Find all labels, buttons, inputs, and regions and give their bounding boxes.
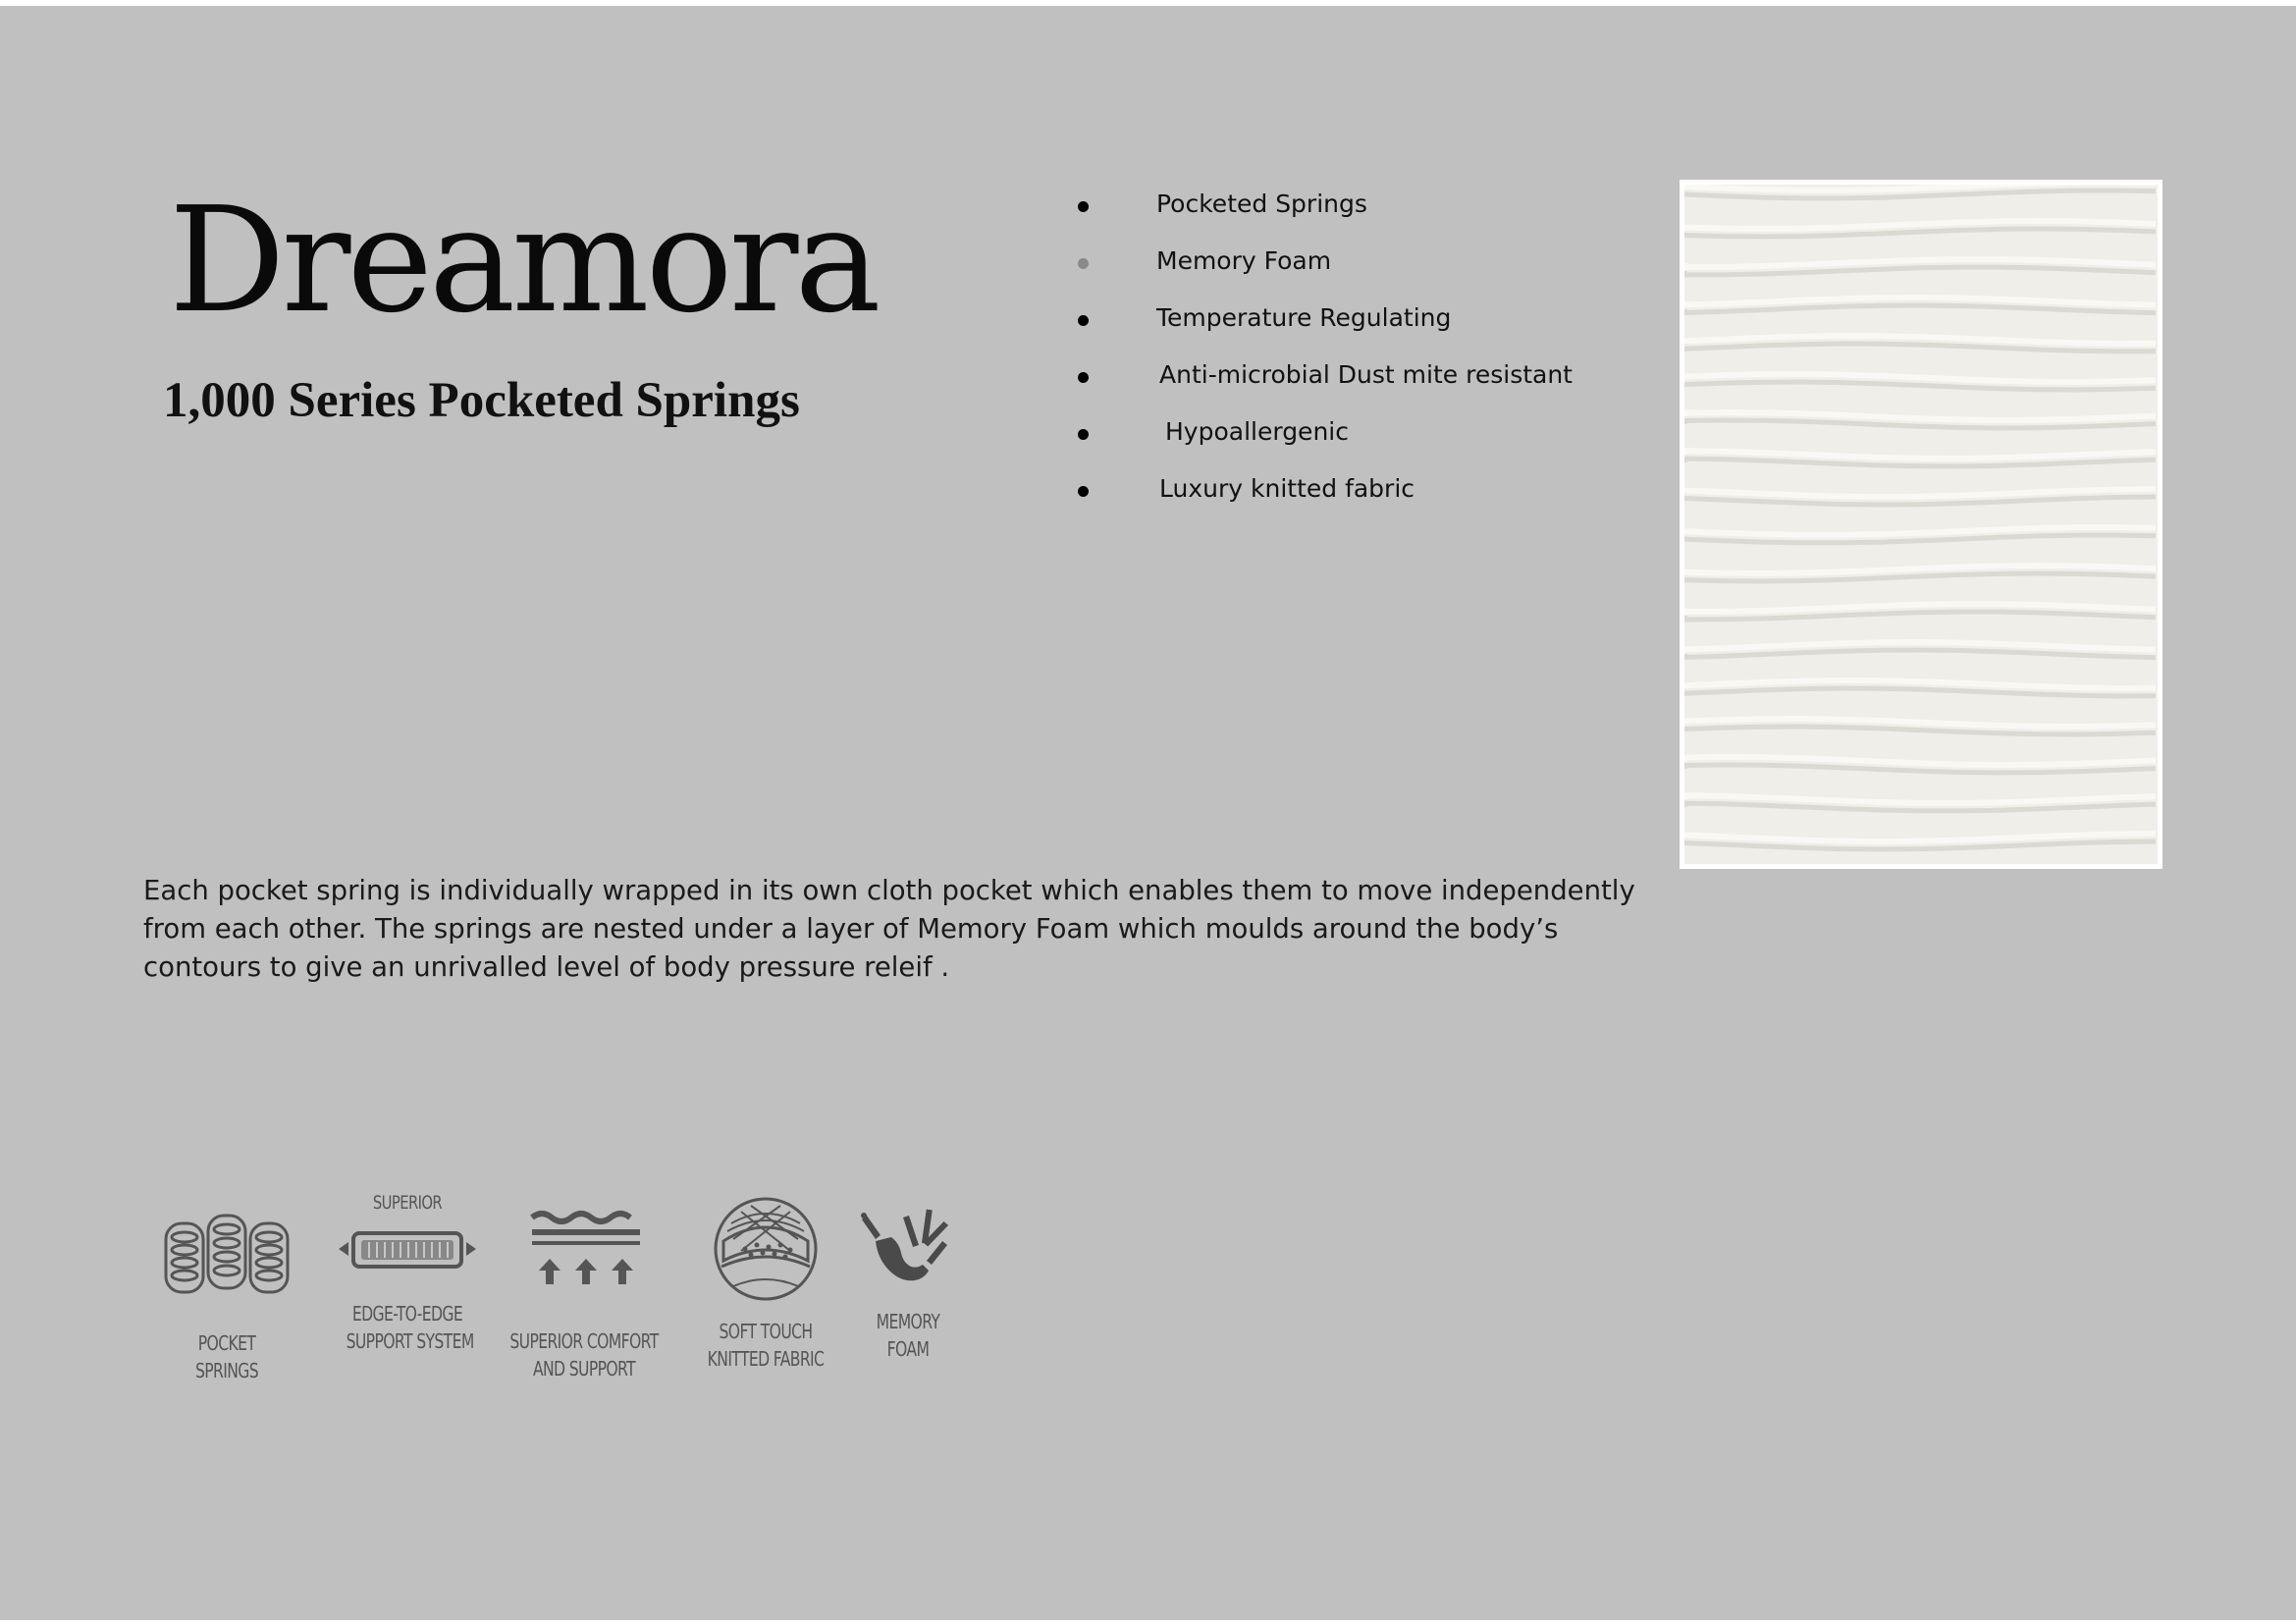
knitted-fabric-badge	[677, 1194, 854, 1373]
bullet-icon	[1078, 315, 1089, 326]
comfort-support-icon	[520, 1204, 648, 1302]
bullet-icon	[1078, 372, 1089, 383]
memory-foam-hand-icon	[854, 1198, 962, 1296]
fabric-swatch-image	[1680, 180, 2163, 869]
knitted-fabric-icon	[712, 1194, 820, 1304]
superior-label: SUPERIOR	[372, 1192, 443, 1214]
edge-support-badge	[329, 1192, 486, 1355]
icon-label: MEMORY FOAM	[876, 1310, 940, 1361]
bullet-icon	[1078, 201, 1089, 212]
bullet-icon	[1078, 486, 1089, 497]
brand-title: Dreamora	[169, 176, 878, 345]
icon-label: SUPERIOR COMFORT AND SUPPORT	[509, 1329, 659, 1380]
comfort-support-badge	[481, 1204, 687, 1382]
pocket-springs-badge	[147, 1204, 306, 1384]
product-description: Each pocket spring is individually wrapped in its own cloth pocket which enables them to move independently from each other. The springs are nested under a layer of Memory Foam which moulds around the body’s contours to give an unrivalled level of body pressure releif .	[143, 875, 1635, 983]
product-sheet: Dreamora 1,000 Series Pocketed Springs Pocketed Springs Memory Foam Temperature Regulating Anti-microbial Dust mite resistant Hypoallergenic Luxury knitted fabric Each pocket spring is individually wrapped in its own cloth pocket which enables them to move independently from each other. The springs are nested under a layer of Memory Foam which moulds around the body’s contours to give an unrivalled level of body pressure releif . POCKET SPRINGS SUPERIOR EDGE-TO-EDGE SUPPORT SYSTEM SUPERIOR COMFORT AND SUPPORT SOFT TOUCH KNITTED FABRIC MEMORY FOAM	[0, 6, 2296, 1620]
bullet-icon	[1078, 429, 1089, 440]
product-subtitle: 1,000 Series Pocketed Springs	[163, 373, 800, 428]
icon-label: EDGE-TO-EDGE SUPPORT SYSTEM	[346, 1302, 474, 1353]
icon-label: POCKET SPRINGS	[194, 1331, 259, 1382]
pocket-springs-icon	[153, 1204, 300, 1312]
edge-support-icon	[334, 1214, 481, 1284]
memory-foam-badge	[849, 1198, 967, 1363]
icon-label: SOFT TOUCH KNITTED FABRIC	[707, 1320, 825, 1371]
bullet-icon	[1078, 258, 1089, 269]
